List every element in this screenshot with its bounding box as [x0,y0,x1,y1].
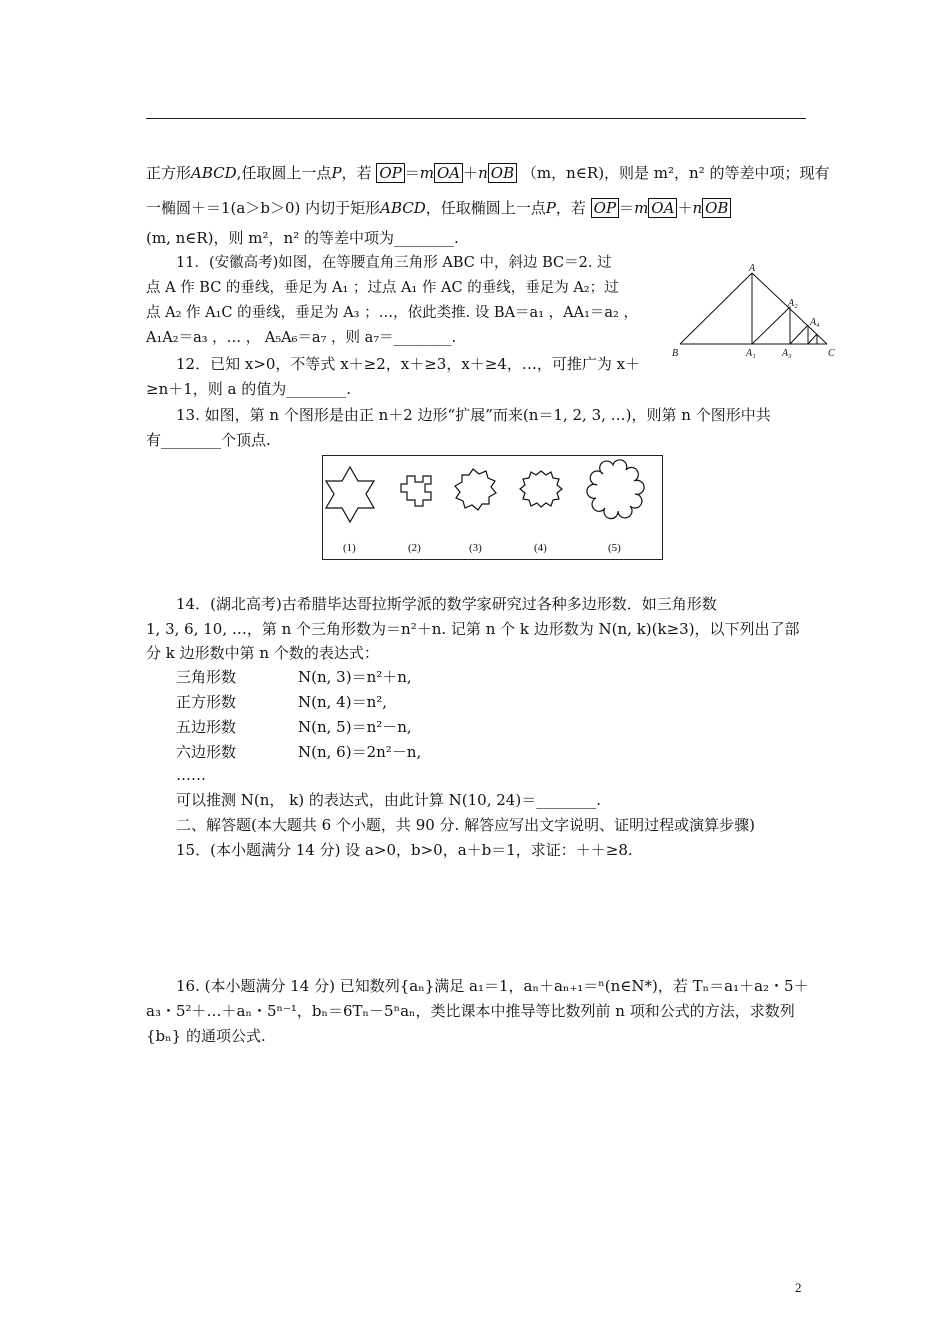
q10-line-1: 正方形ABCD,任取圆上一点P，若 OP ＝m OA ＋n OB （m，n∈R)，则是 m²，n² 的等差中项；现有 [146,164,830,182]
label-a2: A₂ [788,298,798,309]
section-2-heading: 二、解答题(本大题共 6 个小题，共 90 分. 解答应写出文字说明、证明过程或演算步骤) [176,816,755,834]
vector-ob: OB [488,163,517,183]
label-a4: A₄ [810,317,820,328]
q11-line-4: A₁A₂＝a₃ ，… ， A₅A₆＝a₇ ，则 a₇＝________. [146,330,457,346]
q14-ellipsis: …… [176,766,206,784]
q10-line-2: 一椭圆＋＝1(a＞b＞0) 内切于矩形ABCD，任取椭圆上一点P，若 OP ＝m OA ＋n OB [146,198,731,218]
shape-1 [326,467,374,522]
q11-line-2: 点 A 作 BC 的垂线，垂足为 A₁ ；过点 A₁ 作 AC 的垂线，垂足为 A₂；过 [146,280,619,296]
q16-line-1: 16. (本小题满分 14 分) 已知数列{aₙ}满足 a₁＝1，aₙ＋aₙ₊₁＝ⁿ(n∈N*)，若 Tₙ＝a₁＋a₂・5＋ [176,977,809,995]
table-row-triangle: 三角形数 N(n, 3)＝n²＋n, [176,668,412,686]
page-number: 2 [795,1280,802,1295]
q10-line-3: (m, n∈R)，则 m²，n² 的等差中项为________. [146,229,459,247]
shape-3 [455,469,496,510]
vector-op: OP [376,163,404,183]
q12-line-2: ≥n＋1，则 a 的值为________. [146,380,352,398]
q15-line: 15．(本小题满分 14 分) 设 a>0，b>0，a＋b＝1，求证：＋＋≥8. [176,841,633,859]
label-c: C [828,348,835,359]
table-row-pentagon: 五边形数 N(n, 5)＝n²－n, [176,718,412,736]
caption-2: (2) [408,542,421,554]
label-a3: A₃ [782,348,792,359]
triangle-figure [672,262,842,362]
shapes-svg [323,456,662,559]
shape-2 [401,476,431,506]
vector-ob-2: OB [702,198,731,218]
label-a1: A₁ [746,348,756,359]
label-b: B [672,348,679,359]
vector-op-2: OP [591,198,619,218]
vector-oa: OA [434,163,463,183]
q11-line-1: 11．(安徽高考)如图，在等腰直角三角形 ABC 中，斜边 BC＝2. 过 [176,255,612,271]
q16-line-2: a₃・5²＋…＋aₙ・5ⁿ⁻¹，bₙ＝6Tₙ－5ⁿaₙ，类比课本中推导等比数列前 n 项和公式的方法，求数列 [146,1002,795,1020]
vector-oa-2: OA [648,198,677,218]
q14-last-line: 可以推测 N(n， k) 的表达式，由此计算 N(10, 24)＝________. [176,791,601,809]
shape-5 [587,460,644,519]
q12-line-1: 12．已知 x>0，不等式 x＋≥2，x＋≥3，x＋≥4，…，可推广为 x＋ [176,355,641,373]
caption-1: (1) [343,542,356,554]
header-rule [146,118,806,119]
caption-5: (5) [608,542,621,554]
shapes-figure [322,455,663,560]
q11-line-3: 点 A₂ 作 A₁C 的垂线，垂足为 A₃ ；…，依此类推. 设 BA＝a₁ ，AA₁＝a₂ ， [146,305,638,321]
table-row-square: 正方形数 N(n, 4)＝n², [176,693,388,711]
q14-line-1: 14．(湖北高考)古希腊毕达哥拉斯学派的数学家研究过各种多边形数．如三角形数 [176,595,717,613]
caption-3: (3) [469,542,482,554]
table-row-hexagon: 六边形数 N(n, 6)＝2n²－n, [176,743,422,761]
q16-line-3: {bₙ} 的通项公式. [146,1027,266,1045]
q13-line-2: 有________个顶点. [146,431,271,449]
caption-4: (4) [534,542,547,554]
q14-line-2: 1, 3, 6, 10, …，第 n 个三角形数为＝n²＋n. 记第 n 个 k 边形数为 N(n, k)(k≥3)，以下列出了部 [146,620,800,638]
label-a: A [749,263,756,274]
q14-line-3: 分 k 边形数中第 n 个数的表达式： [146,644,379,662]
q13-line-1: 13. 如图，第 n 个图形是由正 n＋2 边形“扩展”而来(n＝1, 2, 3, …)，则第 n 个图形中共 [176,406,771,424]
shape-4 [520,471,562,507]
